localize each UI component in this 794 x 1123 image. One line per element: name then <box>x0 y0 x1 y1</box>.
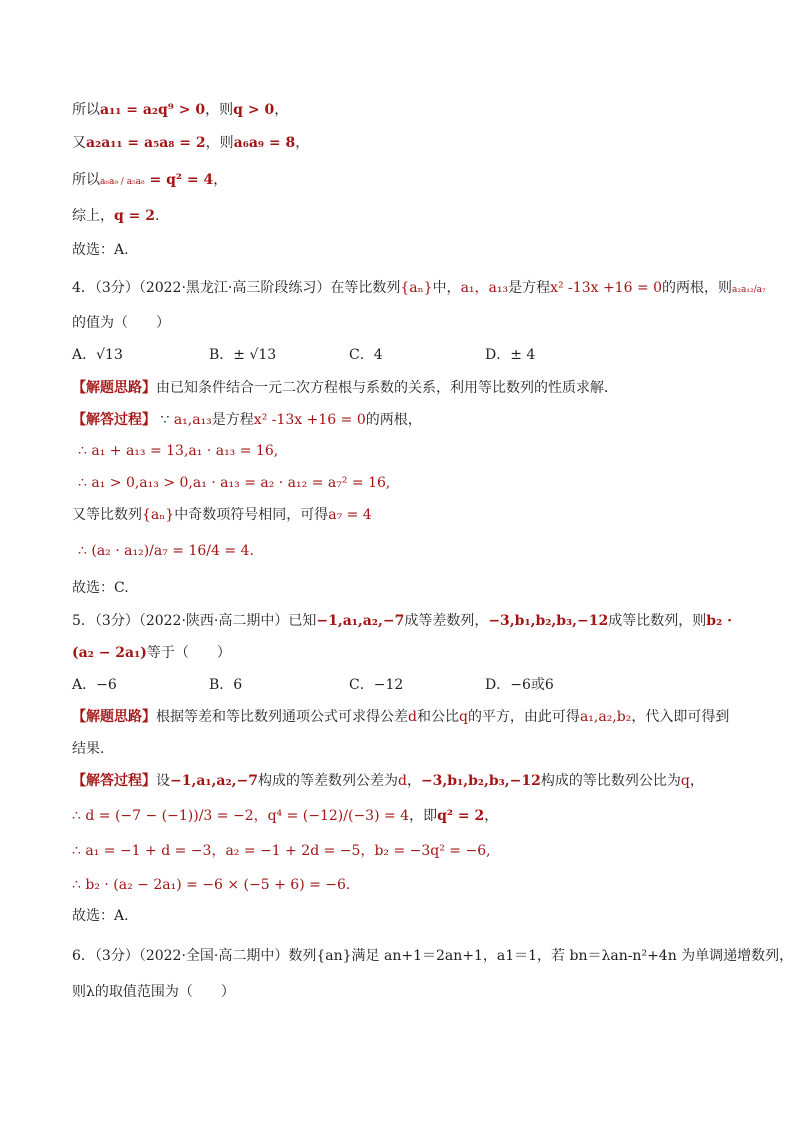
section-label: 【解答过程】 <box>72 773 156 789</box>
math: = q² = 4 <box>144 172 214 188</box>
q4-stem-2: 的值为（ ） <box>72 315 170 331</box>
option-d[interactable]: D．± 4 <box>485 347 536 363</box>
math: −1,a₁,a₂,−7 <box>170 773 258 789</box>
q4-stem <box>72 278 766 300</box>
text: ， <box>295 135 310 151</box>
q4-think <box>72 378 618 398</box>
math: q = 2 <box>114 208 156 224</box>
math: a₇ = 4 <box>328 507 372 523</box>
math: −3,b₁,b₂,b₃,−12 <box>488 613 609 629</box>
text: 综上， <box>72 208 114 224</box>
text: . <box>155 208 160 224</box>
q4-answer: 故选：C. <box>72 580 129 596</box>
math: d <box>397 773 407 789</box>
text: 由已知条件结合一元二次方程根与系数的关系，利用等比数列的性质求解． <box>156 380 618 396</box>
text: 中奇数项符号相同，可得 <box>174 507 329 523</box>
math: x² -13x +16 = 0 <box>253 412 366 428</box>
q5-step-2: ∴ a₁ = −1 + d = −3，a₂ = −1 + 2d = −5，b₂ = −3q² = −6, <box>72 843 491 859</box>
math: b₂ · <box>706 613 732 629</box>
q5-process <box>72 771 704 791</box>
math: {aₙ} <box>142 507 175 523</box>
q5-step-1 <box>72 806 498 826</box>
text: 所以 <box>72 102 100 118</box>
q5-step-3: ∴ b₂ · (a₂ − 2a₁) = −6 × (−5 + 6) = −6. <box>72 877 351 893</box>
text: 又 <box>72 135 86 151</box>
math: q² = 2 <box>437 808 485 824</box>
text: 设 <box>156 773 170 789</box>
text: 的两根，则 <box>662 280 733 296</box>
math: ∴ d = (−7 − (−1))/3 = −2，q⁴ = (−12)/(−3) = 4 <box>72 808 410 824</box>
q3-line-4 <box>72 206 159 226</box>
math: q <box>458 709 468 725</box>
q5-think-2: 结果. <box>72 741 105 757</box>
option-c[interactable]: C．−12 <box>349 677 404 693</box>
text: 根据等差和等比数列通项公式可求得公差 <box>156 709 408 725</box>
math: q > 0 <box>233 102 275 118</box>
math: a₆a₉ = 8 <box>233 135 296 151</box>
q3-answer: 故选：A. <box>72 242 129 258</box>
q4-step-3 <box>72 505 372 525</box>
math: d <box>408 709 417 725</box>
text: ∵ <box>156 412 174 428</box>
math: a₁,a₁₃ <box>173 412 212 428</box>
text: ， <box>274 102 289 118</box>
text: 构成的等差数列公差为 <box>257 773 398 789</box>
option-b[interactable]: B．± √13 <box>209 347 277 363</box>
q6-stem-2: 则λ的取值范围为（ ） <box>72 984 235 1000</box>
text: 成等差数列， <box>404 613 489 629</box>
math: −3,b₁,b₂,b₃,−12 <box>420 773 541 789</box>
option-b[interactable]: B．6 <box>209 677 243 693</box>
math: a₁₁ = a₂q⁹ > 0 <box>100 102 206 118</box>
section-label: 【解题思路】 <box>72 380 156 396</box>
text: ，即 <box>409 808 438 824</box>
text: ， <box>689 773 704 789</box>
text: 的两根， <box>365 412 422 428</box>
fraction: a₆a₉ / a₅a₈ <box>100 177 145 187</box>
text: 是方程 <box>508 280 551 296</box>
text: 是方程 <box>211 412 254 428</box>
q4-options <box>72 345 732 365</box>
math: x² -13x +16 = 0 <box>550 280 663 296</box>
text: ，代入即可得到 <box>631 709 730 725</box>
math: a₁，a₁₃ <box>460 280 509 296</box>
math: a₁,a₂,b₂ <box>579 709 632 725</box>
text: 4．（3分）（2022·黑龙江·高三阶段练习）在等比数列 <box>72 280 401 296</box>
q4-process <box>72 410 422 430</box>
text: 中， <box>432 280 461 296</box>
option-d[interactable]: D．−6或6 <box>485 677 554 693</box>
text: 等于（ ） <box>146 645 231 661</box>
section-label: 【解答过程】 <box>72 412 156 428</box>
math: a₂a₁₁ = a₅a₈ = 2 <box>86 135 206 151</box>
fraction: a₂a₁₂/a₇ <box>732 285 766 295</box>
q5-answer: 故选：A. <box>72 908 129 924</box>
q4-step-2: ∴ a₁ > 0,a₁₃ > 0,a₁ · a₁₃ = a₂ · a₁₂ = a₇² = 16, <box>78 475 391 491</box>
text: ，则 <box>205 135 234 151</box>
q6-stem: 6．（3分）（2022·全国·高二期中）数列{an}满足 an+1＝2an+1，a1＝1，若 bn＝λan-n²+4n 为单调递增数列， <box>72 948 794 964</box>
text: 构成的等比数列公比为 <box>540 773 681 789</box>
text: ， <box>213 172 228 188</box>
q5-think <box>72 707 729 727</box>
option-c[interactable]: C．4 <box>349 347 383 363</box>
section-label: 【解题思路】 <box>72 709 156 725</box>
text: 的平方，由此可得 <box>467 709 580 725</box>
text: 成等比数列，则 <box>608 613 707 629</box>
q3-line-3 <box>72 170 227 192</box>
math: q <box>680 773 690 789</box>
math: −1,a₁,a₂,−7 <box>316 613 405 629</box>
text: 和公比 <box>416 709 459 725</box>
text: 所以 <box>72 172 100 188</box>
q5-stem <box>72 611 732 631</box>
text: ， <box>406 773 421 789</box>
text: 又等比数列 <box>72 507 142 523</box>
q5-stem-2 <box>72 643 231 663</box>
q5-options <box>72 675 732 695</box>
text: ， <box>484 808 499 824</box>
text: ，则 <box>205 102 234 118</box>
math: {aₙ} <box>400 280 433 296</box>
math: (a₂ − 2a₁) <box>72 645 147 661</box>
option-a[interactable]: A．−6 <box>72 677 117 693</box>
q3-line-1 <box>72 100 288 120</box>
q3-line-2 <box>72 133 309 153</box>
q4-step-1: ∴ a₁ + a₁₃ = 13,a₁ · a₁₃ = 16, <box>78 443 279 459</box>
option-a[interactable]: A．√13 <box>72 347 123 363</box>
text: 5．（3分）（2022·陕西·高二期中）已知 <box>72 613 317 629</box>
q4-step-4: ∴ (a₂ · a₁₂)/a₇ = 16/4 = 4. <box>78 543 254 559</box>
